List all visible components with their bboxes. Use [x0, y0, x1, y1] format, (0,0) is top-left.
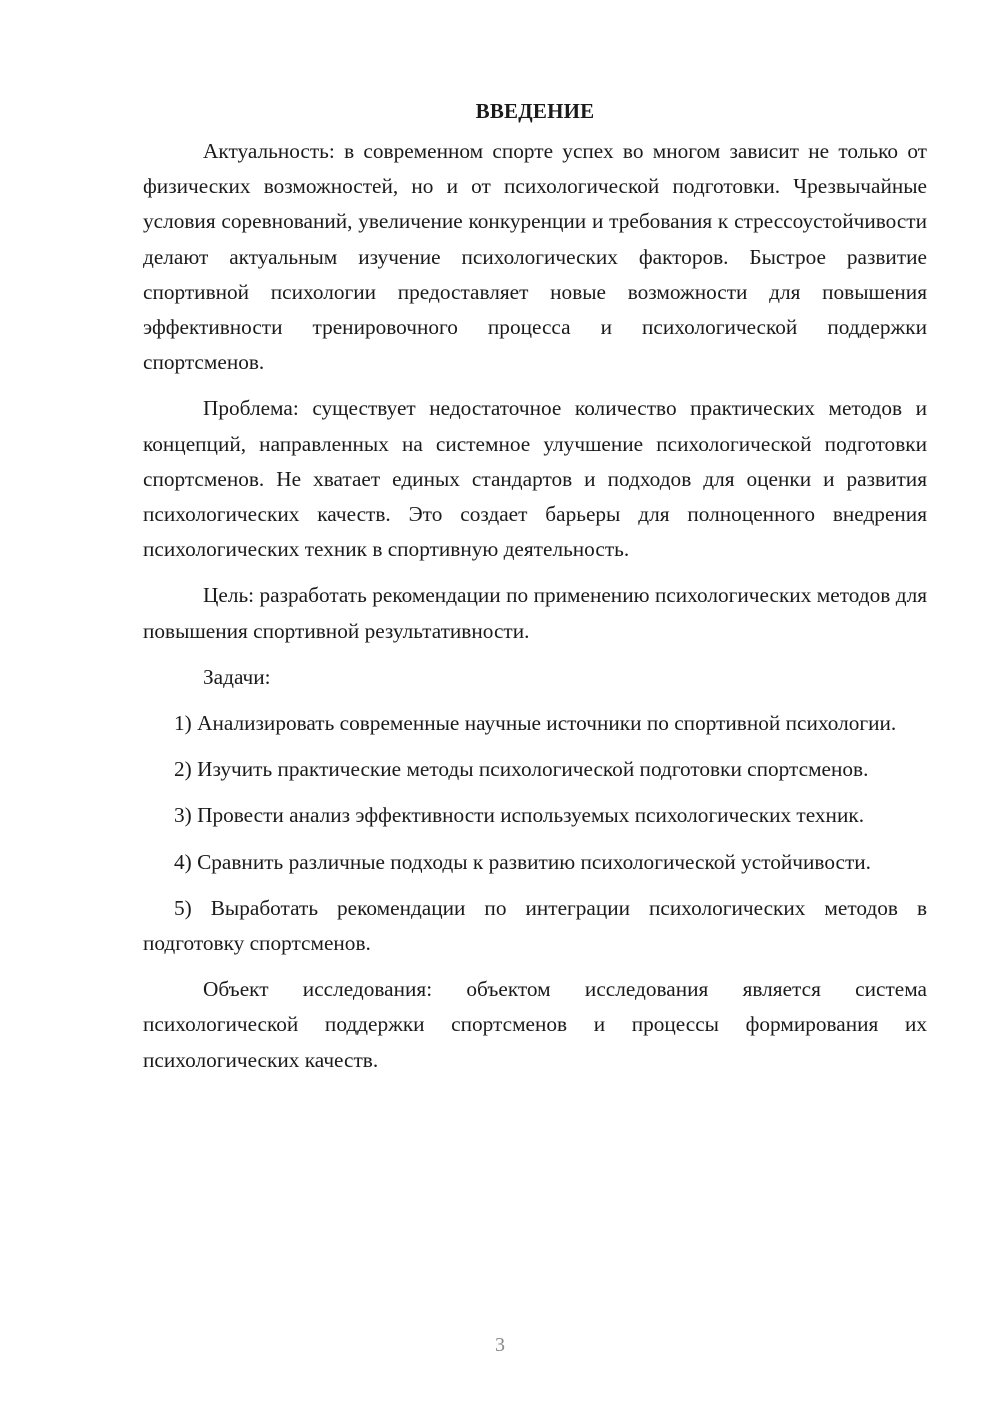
page-number: 3 [495, 1334, 505, 1356]
paragraph-relevance: Актуальность: в современном спорте успех во многом зависит не только от физических возможностей, но и от психологической подготовки. Чрезвычайные условия соревнований, увеличение конкуренции и требования к стрессоустойчивости делают актуальным изучение психологических факторов. Быстрое развитие спортивной психологии предоставляет новые возможности для повышения эффективности тренировочного процесса и психологической поддержки спортсменов. [143, 139, 927, 375]
list-item: 1) Анализировать современные научные источники по спортивной психологии. [174, 711, 897, 736]
paragraph-problem: Проблема: существует недостаточное количество практических методов и концепций, направленных на системное улучшение психологической подготовки спортсменов. Не хватает единых стандартов и подходов для оценки и развития психологических качеств. Это создает барьеры для полноценного внедрения психологических техник в спортивную деятельность. [143, 396, 927, 562]
page-title: ВВЕДЕНИЕ [475, 99, 595, 123]
list-item: 5) Выработать рекомендации по интеграции психологических методов в подготовку спортсменов. [143, 895, 927, 956]
list-item: 3) Провести анализ эффективности используемых психологических техник. [174, 803, 865, 828]
paragraph-goal: Цель: разработать рекомендации по применению психологических методов для повышения спортивной результативности. [143, 583, 927, 643]
tasks-label: Задачи: [203, 664, 271, 689]
document-page [143, 96, 927, 1078]
paragraph-object: Объект исследования: объектом исследования является система психологической поддержки спортсменов и процессы формирования их психологических качеств. [143, 977, 927, 1072]
list-item: 2) Изучить практические методы психологической подготовки спортсменов. [174, 757, 869, 782]
list-item: 4) Сравнить различные подходы к развитию психологической устойчивости. [174, 849, 871, 874]
tasks-list [143, 706, 927, 961]
